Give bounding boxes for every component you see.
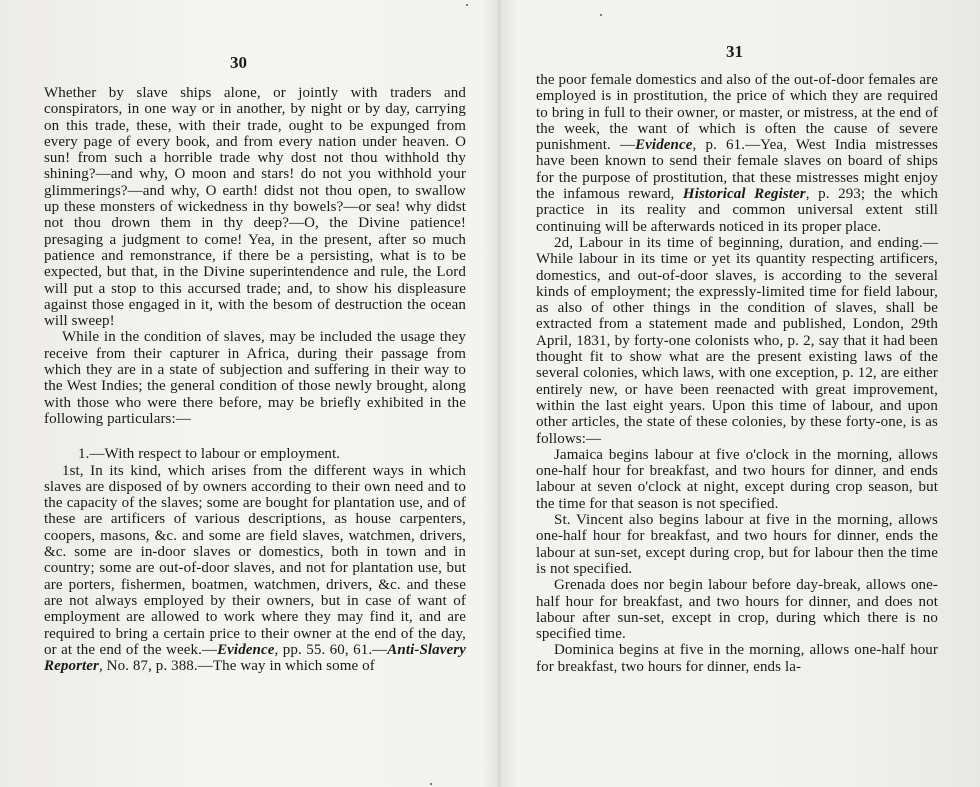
text-run: , p. 61.—Yea, West India mistresses have been known to send their female slaves on board of ships for the purpose of prostitution, that these mistresses might enjoy the infamous reward, [536,137,938,203]
paragraph [536,72,938,235]
paragraph: Whether by slave ships alone, or jointly with traders and conspirators, in one way or in another, by night or by day, carrying on this trade, these, with their trade, ought to be expunged from every page of every book, and from every nation under heaven. O sun! from such a horrible trade why dost not thou withhold thy shining?—and why, O moon and stars! do not you withhold your glimmerings?—and why, O earth! didst not thou open, to swallow up these monsters of wickedness in thy bowels?—or sea! why didst not thou drown them in thy deep?—O, the Divine patience! presaging a judgment to come! Yea, in the present, after so much patience and remonstrance, if there be a persisting, what is to be expected, but that, in the Divine superintendence and rule, the Lord will put a stop to this accursed trade; and, to show his displeasure against those engaged in it, with the besom of destruction the ocean will sweep! [44,85,466,330]
paragraph: 2d, Labour in its time of beginning, duration, and ending.—While labour in its time or yet its quantity respecting artificers, domestics, and out-of-door slaves, is according to the several kinds of employment; the expressly-limited time for field labour, as also of other things in the condition of slaves, shall be extracted from a statement made and published, London, 29th April, 1831, by forty-one colonists who, p. 2, say that it had been thought fit to show what are the present existing laws of the several colonies, which laws, with one exception, p. 12, are either entirely new, or have been reenacted with great improvement, within the last eight years. Upon this time of labour, and upon other articles, the state of these colonies, by these forty-one, is as follows:— [536,234,938,447]
paragraph: Dominica begins at five in the morning, allows one-half hour for breakfast, two hours for dinner, ends la- [536,642,938,675]
citation-title: Historical Register [682,186,806,203]
citation-title: Anti-Slavery Reporter [44,641,466,675]
page-number-left: 30 [230,53,247,72]
section-heading: 1.—With respect to labour or employment. [78,446,341,463]
scan-speck [430,783,432,785]
paragraph: St. Vincent also begins labour at five in the morning, allows one-half hour for breakfast, and two hours for dinner, ends the labour at sun-set, except during crop, but for labour then the time is not specified. [536,512,938,577]
text-run: the poor female domestics and also of the out-of-door females are employed is in prostitution, the price of which they are required to bring in full to their owner, or master, or mistress, at the end of the week, the want of which is often the cause of severe punishment. — [536,72,938,154]
scan-speck [466,4,468,6]
paragraph [44,463,466,675]
text-run: 1st, In its kind, which arises from the different ways in which slaves are disposed of by owners according to their own need and to the capacity of the slaves; some are bought for plantation use, and of these are artificers of various descriptions, as house carpenters, coopers, masons, &c. and some are field slaves, watchmen, drivers, &c. some are in-door slaves or domestics, both in town and in country; some are out-of-door slaves, and not for plantation use, but are porters, fishermen, boatmen, watchmen, drivers, &c. and these are not always employed by their owners, but in case of want of employment are allowed to work where they may find it, and are required to bring a certain price to their owner at the end of the day, or at the end of the week.— [44,462,466,658]
text-run: , No. 87, p. 388.—The way in which some of [98,658,375,675]
page-number-right: 31 [726,42,743,61]
paragraph: While in the condition of slaves, may be included the usage they receive from their capturer in Africa, during their passage from which they are in a state of subjection and suffering in their way to the West Indies; the general condition of those newly brought, along with those who were there before, may be briefly exhibited in the following particulars:— [44,329,466,427]
citation-title: Evidence [217,641,275,658]
book-gutter [496,0,502,787]
paragraph: Grenada does nor begin labour before day-break, allows one-half hour for breakfast, and two hours for dinner, and does not labour after sun-set, except in crop, during which there is no specified time. [536,577,938,643]
left-page-text [44,85,466,674]
scan-speck [600,14,602,16]
text-run: , p. 293; the which practice in its reality and common universal extent still continuing will be afterwards noticed in its proper place. [536,186,938,235]
paragraph: Jamaica begins labour at five o'clock in the morning, allows one-half hour for breakfast, and two hours for dinner, and ends labour at seven o'clock at night, except during crop season, but the time for that season is not specified. [536,446,938,512]
text-run: , pp. 55. 60, 61.— [274,641,388,658]
right-page-text [536,72,938,675]
citation-title: Evidence [635,137,693,154]
